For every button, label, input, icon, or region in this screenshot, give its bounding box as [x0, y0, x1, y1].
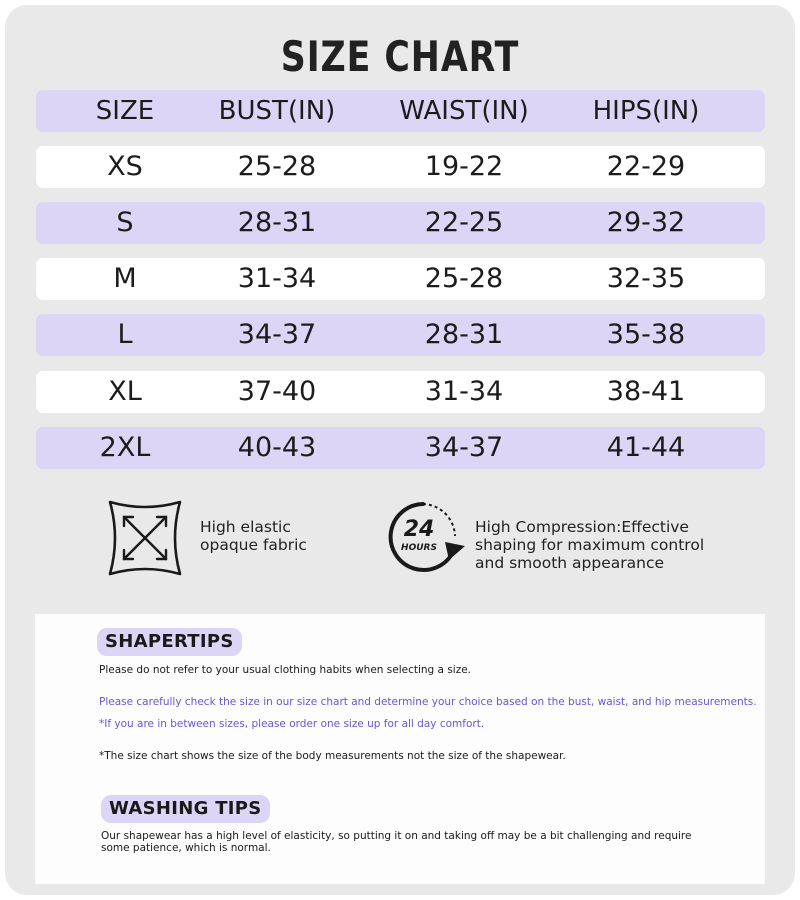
table-header-row: [36, 90, 765, 132]
bust-cell: 37-40: [237, 376, 317, 407]
header-size: SIZE: [95, 96, 155, 126]
bust-cell: 28-31: [237, 207, 317, 238]
size-cell: S: [116, 207, 134, 238]
shapertips-line3: *If you are in between sizes, please order one size up for all day comfort.: [99, 718, 485, 730]
feature-compression-line3: and smooth appearance: [475, 554, 665, 572]
hips-cell: 22-29: [606, 151, 686, 182]
feature-elastic-line1: High elastic: [200, 518, 291, 536]
hips-cell: 32-35: [606, 263, 686, 294]
header-hips: HIPS(IN): [592, 96, 700, 126]
24-hours-icon: [383, 498, 467, 578]
table-row: [36, 146, 765, 188]
feature-compression-text: [475, 518, 704, 572]
badge-number: 24: [403, 517, 435, 542]
stretch-fabric-icon: [104, 498, 186, 578]
table-row: [36, 371, 765, 413]
feature-elastic-line2: opaque fabric: [200, 536, 307, 554]
waist-cell: 25-28: [424, 263, 504, 294]
bust-cell: 25-28: [237, 151, 317, 182]
washing-tips-heading: WASHING TIPS: [101, 795, 270, 823]
feature-compression-line2: shaping for maximum control: [475, 536, 705, 554]
hips-cell: 29-32: [606, 207, 686, 238]
tips-panel: [35, 614, 765, 884]
table-row: [36, 258, 765, 300]
feature-elastic-text: [200, 518, 307, 554]
shapertips-heading: SHAPERTIPS: [97, 628, 242, 656]
size-cell: XL: [108, 376, 142, 407]
shapertips-line1: Please do not refer to your usual clothing habits when selecting a size.: [99, 664, 472, 676]
waist-cell: 34-37: [424, 432, 504, 463]
header-waist: WAIST(IN): [399, 96, 529, 126]
bust-cell: 31-34: [237, 263, 317, 294]
bust-cell: 34-37: [237, 319, 317, 350]
waist-cell: 19-22: [424, 151, 504, 182]
table-row: [36, 202, 765, 244]
washing-tips-text: Our shapewear has a high level of elasticity, so putting it on and taking off may be a bit challenging and require some patience, which is normal.: [101, 830, 692, 854]
table-row: [36, 427, 765, 469]
header-bust: BUST(IN): [218, 96, 336, 126]
feature-compression-line1: High Compression:Effective: [475, 518, 689, 536]
waist-cell: 28-31: [424, 319, 504, 350]
waist-cell: 22-25: [424, 207, 504, 238]
badge-label: HOURS: [401, 543, 437, 553]
table-row: [36, 314, 765, 356]
shapertips-line2: Please carefully check the size in our size chart and determine your choice based on the bust, waist, and hip measurements.: [99, 696, 757, 708]
waist-cell: 31-34: [424, 376, 504, 407]
page-title: SIZE CHART: [280, 32, 520, 81]
shapertips-line4: *The size chart shows the size of the body measurements not the size of the shapewear.: [99, 750, 566, 762]
hips-cell: 41-44: [606, 432, 686, 463]
size-cell: L: [117, 319, 133, 350]
hips-cell: 38-41: [606, 376, 686, 407]
size-cell: 2XL: [99, 432, 151, 463]
bust-cell: 40-43: [237, 432, 317, 463]
size-cell: XS: [107, 151, 143, 182]
size-cell: M: [113, 263, 137, 294]
hips-cell: 35-38: [606, 319, 686, 350]
